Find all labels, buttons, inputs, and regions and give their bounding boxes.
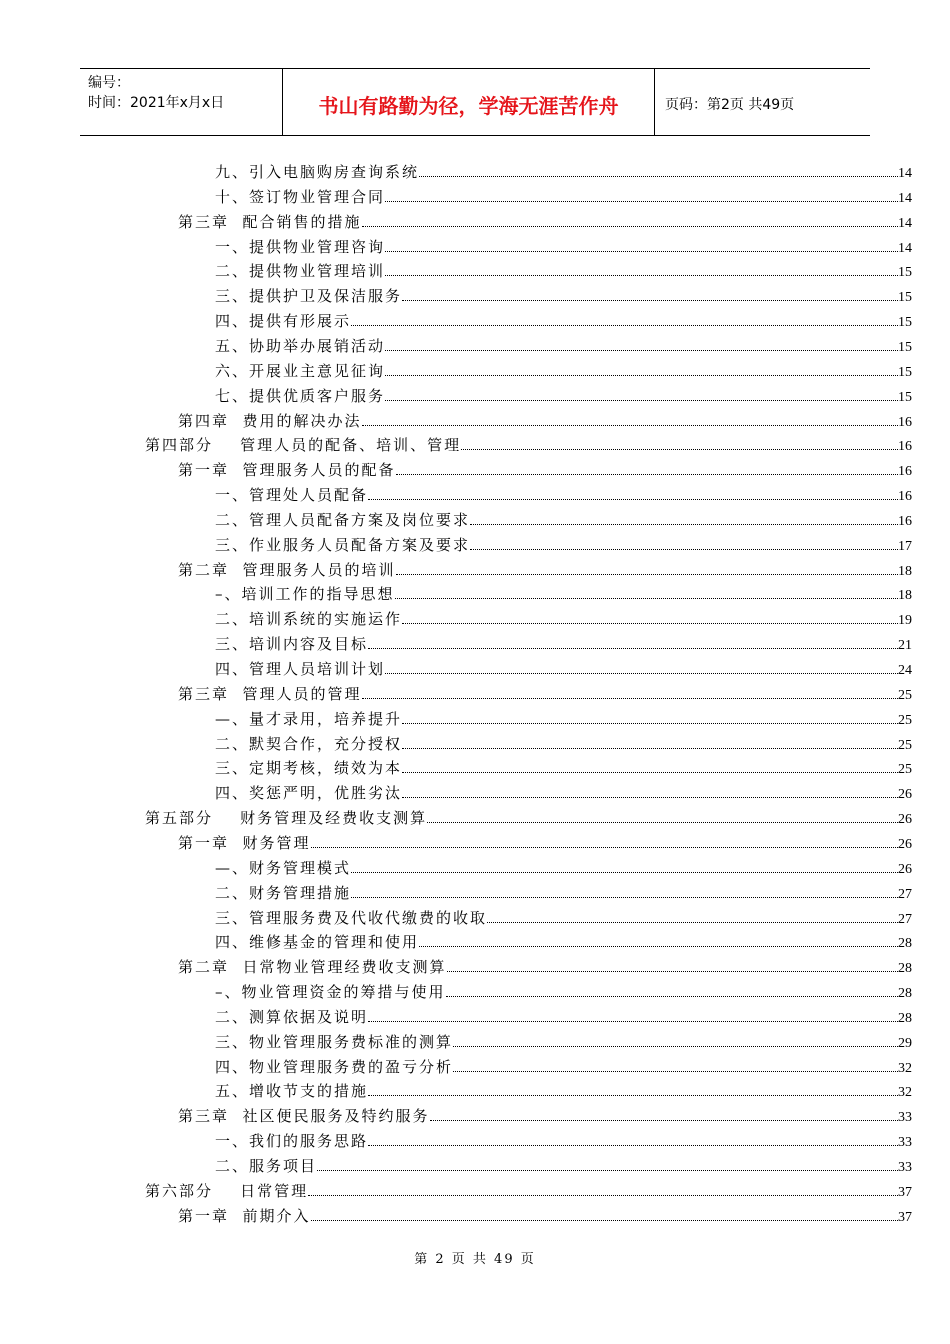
toc-entry[interactable] (215, 630, 912, 654)
toc-entry-label: 第四部分 管理人员的配备、培训、管理 (145, 436, 462, 455)
toc-leader-dots (368, 498, 898, 500)
toc-entry-page: 25 (898, 687, 912, 703)
toc-entry[interactable] (178, 407, 912, 431)
toc-entry-label: –、培训工作的指导思想 (215, 585, 395, 604)
toc-leader-dots (385, 200, 898, 202)
toc-entry-label: 第二章 管理服务人员的培训 (178, 560, 396, 579)
toc-entry-page: 26 (898, 812, 912, 828)
toc-leader-dots (385, 374, 898, 376)
toc-leader-dots (396, 473, 898, 475)
toc-entry[interactable] (215, 1077, 912, 1101)
toc-entry-label: 十、签订物业管理合同 (215, 187, 386, 206)
toc-entry-label: 第一章 财务管理 (178, 833, 311, 852)
toc-entry-page: 15 (898, 339, 912, 355)
toc-leader-dots (446, 995, 898, 997)
toc-leader-dots (447, 970, 898, 972)
toc-entry[interactable] (215, 779, 912, 803)
toc-leader-dots (385, 672, 898, 674)
toc-entry-label: 二、服务项目 (215, 1157, 318, 1175)
toc-entry-page: 18 (898, 588, 912, 604)
toc-entry[interactable] (145, 1177, 912, 1201)
toc-entry-label: 二、管理人员配备方案及岗位要求 (215, 510, 471, 529)
toc-entry-page: 37 (898, 1184, 912, 1200)
toc-leader-dots (351, 324, 898, 326)
toc-entry-label: 四、奖惩严明，优胜劣汰 (215, 784, 403, 803)
toc-entry[interactable] (178, 953, 912, 977)
toc-entry-page: 18 (898, 563, 912, 579)
toc-entry-label: 七、提供优质客户服务 (215, 386, 386, 405)
toc-entry-page: 33 (898, 1110, 912, 1126)
toc-entry-page: 25 (898, 712, 912, 728)
toc-entry-label: 三、培训内容及目标 (215, 635, 369, 654)
toc-entry[interactable] (178, 456, 912, 480)
toc-leader-dots (308, 1194, 898, 1196)
toc-entry-page: 32 (898, 1060, 912, 1076)
toc-entry-label: 第二章 日常物业管理经费收支测算 (178, 958, 447, 977)
toc-entry[interactable] (178, 208, 912, 232)
toc-leader-dots (487, 921, 898, 923)
toc-entry[interactable] (215, 257, 912, 281)
toc-leader-dots (368, 1094, 898, 1096)
toc-entry-page: 14 (898, 240, 912, 256)
toc-entry-page: 19 (898, 613, 912, 629)
toc-leader-dots (395, 597, 898, 599)
toc-entry[interactable] (215, 531, 912, 555)
toc-entry-label: 四、维修基金的管理和使用 (215, 933, 420, 952)
toc-entry-page: 15 (898, 315, 912, 331)
toc-entry[interactable] (215, 332, 912, 356)
toc-entry[interactable] (215, 183, 912, 207)
toc-entry-page: 26 (898, 861, 912, 877)
toc-entry-label: 二、财务管理措施 (215, 883, 352, 902)
toc-leader-dots (402, 747, 898, 749)
toc-entry-page: 16 (898, 464, 912, 480)
page-header (80, 68, 870, 136)
toc-leader-dots (311, 846, 898, 848)
toc-entry-label: 第三章 配合销售的措施 (178, 212, 362, 231)
toc-leader-dots (311, 1219, 898, 1221)
toc-entry-label: –、物业管理资金的筹措与使用 (215, 983, 446, 1002)
toc-entry-page: 26 (898, 787, 912, 803)
toc-leader-dots (453, 1070, 898, 1072)
toc-entry[interactable] (215, 1127, 912, 1151)
toc-entry-label: 二、培训系统的实施运作 (215, 610, 403, 629)
toc-entry[interactable] (178, 1202, 912, 1226)
toc-entry[interactable] (215, 481, 912, 505)
header-page-info: 页码：第2页 共49页 (665, 97, 795, 113)
toc-entry-label: 第四章 费用的解决办法 (178, 411, 362, 430)
toc-entry-page: 29 (898, 1035, 912, 1051)
toc-leader-dots (362, 225, 898, 227)
toc-leader-dots (362, 697, 898, 699)
toc-leader-dots (402, 796, 898, 798)
toc-leader-dots (402, 722, 898, 724)
toc-entry-label: 四、管理人员培训计划 (215, 660, 386, 678)
toc-leader-dots (396, 573, 898, 575)
toc-leader-dots (419, 945, 898, 947)
toc-leader-dots (470, 523, 898, 525)
toc-leader-dots (385, 274, 898, 276)
header-meta (80, 69, 283, 135)
toc-entry-page: 33 (898, 1160, 912, 1175)
toc-entry[interactable] (215, 1152, 912, 1176)
toc-leader-dots (368, 1144, 898, 1146)
toc-entry-page: 25 (898, 762, 912, 778)
toc-entry-page: 21 (898, 638, 912, 654)
toc-entry-label: 第一章 管理服务人员的配备 (178, 461, 396, 480)
toc-leader-dots (317, 1169, 898, 1171)
toc-entry-page: 27 (898, 911, 912, 927)
toc-leader-dots (385, 250, 898, 252)
toc-entry[interactable] (145, 804, 912, 828)
toc-entry-label: 四、物业管理服务费的盈亏分析 (215, 1057, 454, 1076)
toc-entry-label: 第三章 管理人员的管理 (178, 684, 362, 703)
toc-leader-dots (351, 871, 898, 873)
toc-entry-page: 16 (898, 513, 912, 529)
toc-entry-label: 二、测算依据及说明 (215, 1007, 369, 1026)
toc-leader-dots (427, 821, 898, 823)
document-number-label: 编号： (88, 75, 130, 91)
toc-entry-label: 一、管理处人员配备 (215, 486, 369, 505)
toc-leader-dots (470, 548, 898, 550)
toc-entry-label: 三、管理服务费及代收代缴费的收取 (215, 908, 488, 927)
toc-entry[interactable] (215, 928, 912, 952)
toc-entry-label: —、财务管理模式 (215, 858, 352, 877)
toc-entry-label: 一、我们的服务思路 (215, 1132, 369, 1151)
page-footer: 第 2 页 共 49 页 (414, 1252, 536, 1267)
toc-entry-label: 三、提供护卫及保洁服务 (215, 287, 403, 306)
toc-entry-label: 二、提供物业管理培训 (215, 262, 386, 281)
toc-entry-label: —、量才录用，培养提升 (215, 709, 403, 728)
toc-entry[interactable] (215, 854, 912, 878)
toc-entry-page: 28 (898, 1010, 912, 1026)
toc-entry-page: 15 (898, 389, 912, 405)
toc-entry-page: 16 (898, 489, 912, 505)
toc-leader-dots (368, 1020, 898, 1022)
toc-entry-page: 32 (898, 1085, 912, 1101)
toc-entry-page: 17 (898, 538, 912, 554)
toc-entry[interactable] (215, 233, 912, 257)
toc-entry[interactable] (215, 1028, 912, 1052)
toc-entry-page: 28 (898, 961, 912, 977)
toc-leader-dots (385, 349, 898, 351)
toc-entry[interactable] (215, 978, 912, 1002)
toc-entry[interactable] (215, 730, 912, 754)
toc-entry-label: 五、协助举办展销活动 (215, 336, 386, 355)
toc-entry[interactable] (215, 382, 912, 406)
toc-entry-label: 二、默契合作，充分授权 (215, 734, 403, 753)
toc-entry-page: 28 (898, 986, 912, 1002)
toc-entry[interactable] (215, 357, 912, 381)
toc-entry-page: 27 (898, 886, 912, 902)
toc-leader-dots (430, 1119, 898, 1121)
toc-entry-label: 第三章 社区便民服务及特约服务 (178, 1107, 430, 1126)
toc-leader-dots (385, 399, 898, 401)
toc-entry-label: 第六部分 日常管理 (145, 1181, 309, 1200)
toc-entry[interactable] (215, 1003, 912, 1027)
toc-entry[interactable] (178, 680, 912, 704)
toc-leader-dots (402, 771, 898, 773)
toc-entry-label: 三、定期考核，绩效为本 (215, 759, 403, 778)
toc-entry-page: 28 (898, 936, 912, 952)
toc-entry[interactable] (215, 1053, 912, 1077)
toc-entry[interactable] (215, 282, 912, 306)
toc-entry-page: 15 (898, 265, 912, 281)
toc-leader-dots (419, 175, 898, 177)
toc-leader-dots (453, 1045, 898, 1047)
toc-entry-label: 第一章 前期介入 (178, 1206, 311, 1225)
toc-entry[interactable] (145, 431, 912, 455)
toc-entry-page: 25 (898, 737, 912, 753)
toc-entry-label: 五、增收节支的措施 (215, 1082, 369, 1101)
document-time-label: 时间：2021年x月x日 (88, 95, 225, 111)
toc-entry-page: 15 (898, 290, 912, 306)
toc-entry-label: 一、提供物业管理咨询 (215, 237, 386, 256)
toc-entry-page: 14 (898, 215, 912, 231)
toc-entry-page: 16 (898, 439, 912, 455)
toc-entry[interactable] (215, 705, 912, 729)
toc-entry[interactable] (215, 506, 912, 530)
toc-entry-page: 14 (898, 166, 912, 181)
toc-entry[interactable] (215, 879, 912, 903)
toc-leader-dots (368, 647, 898, 649)
toc-entry-label: 第五部分 财务管理及经费收支测算 (145, 809, 428, 828)
toc-entry[interactable] (215, 655, 912, 679)
toc-entry[interactable] (178, 829, 912, 853)
toc-entry-label: 四、提供有形展示 (215, 312, 352, 331)
toc-entry-page: 37 (898, 1209, 912, 1225)
toc-leader-dots (402, 622, 898, 624)
toc-entry-label: 三、物业管理服务费标准的测算 (215, 1032, 454, 1051)
toc-leader-dots (402, 299, 898, 301)
toc-entry-page: 16 (898, 414, 912, 430)
toc-leader-dots (351, 896, 898, 898)
toc-leader-dots (461, 448, 898, 450)
toc-entry[interactable] (215, 754, 912, 778)
toc-entry-label: 六、开展业主意见征询 (215, 361, 386, 380)
toc-entry-label: 九、引入电脑购房查询系统 (215, 163, 420, 181)
toc-entry-page: 26 (898, 836, 912, 852)
toc-entry[interactable] (215, 307, 912, 331)
toc-entry[interactable] (215, 605, 912, 629)
toc-entry[interactable] (178, 1102, 912, 1126)
toc-entry[interactable] (215, 580, 912, 604)
toc-entry-page: 15 (898, 364, 912, 380)
toc-leader-dots (362, 424, 898, 426)
toc-entry-page: 33 (898, 1135, 912, 1151)
toc-entry[interactable] (215, 904, 912, 928)
toc-entry-page: 14 (898, 190, 912, 206)
toc-entry-label: 三、作业服务人员配备方案及要求 (215, 535, 471, 554)
toc-entry-page: 24 (898, 663, 912, 678)
toc-entry[interactable] (215, 158, 912, 182)
header-motto: 书山有路勤为径，学海无涯苦作舟 (283, 69, 655, 135)
toc-entry[interactable] (178, 556, 912, 580)
